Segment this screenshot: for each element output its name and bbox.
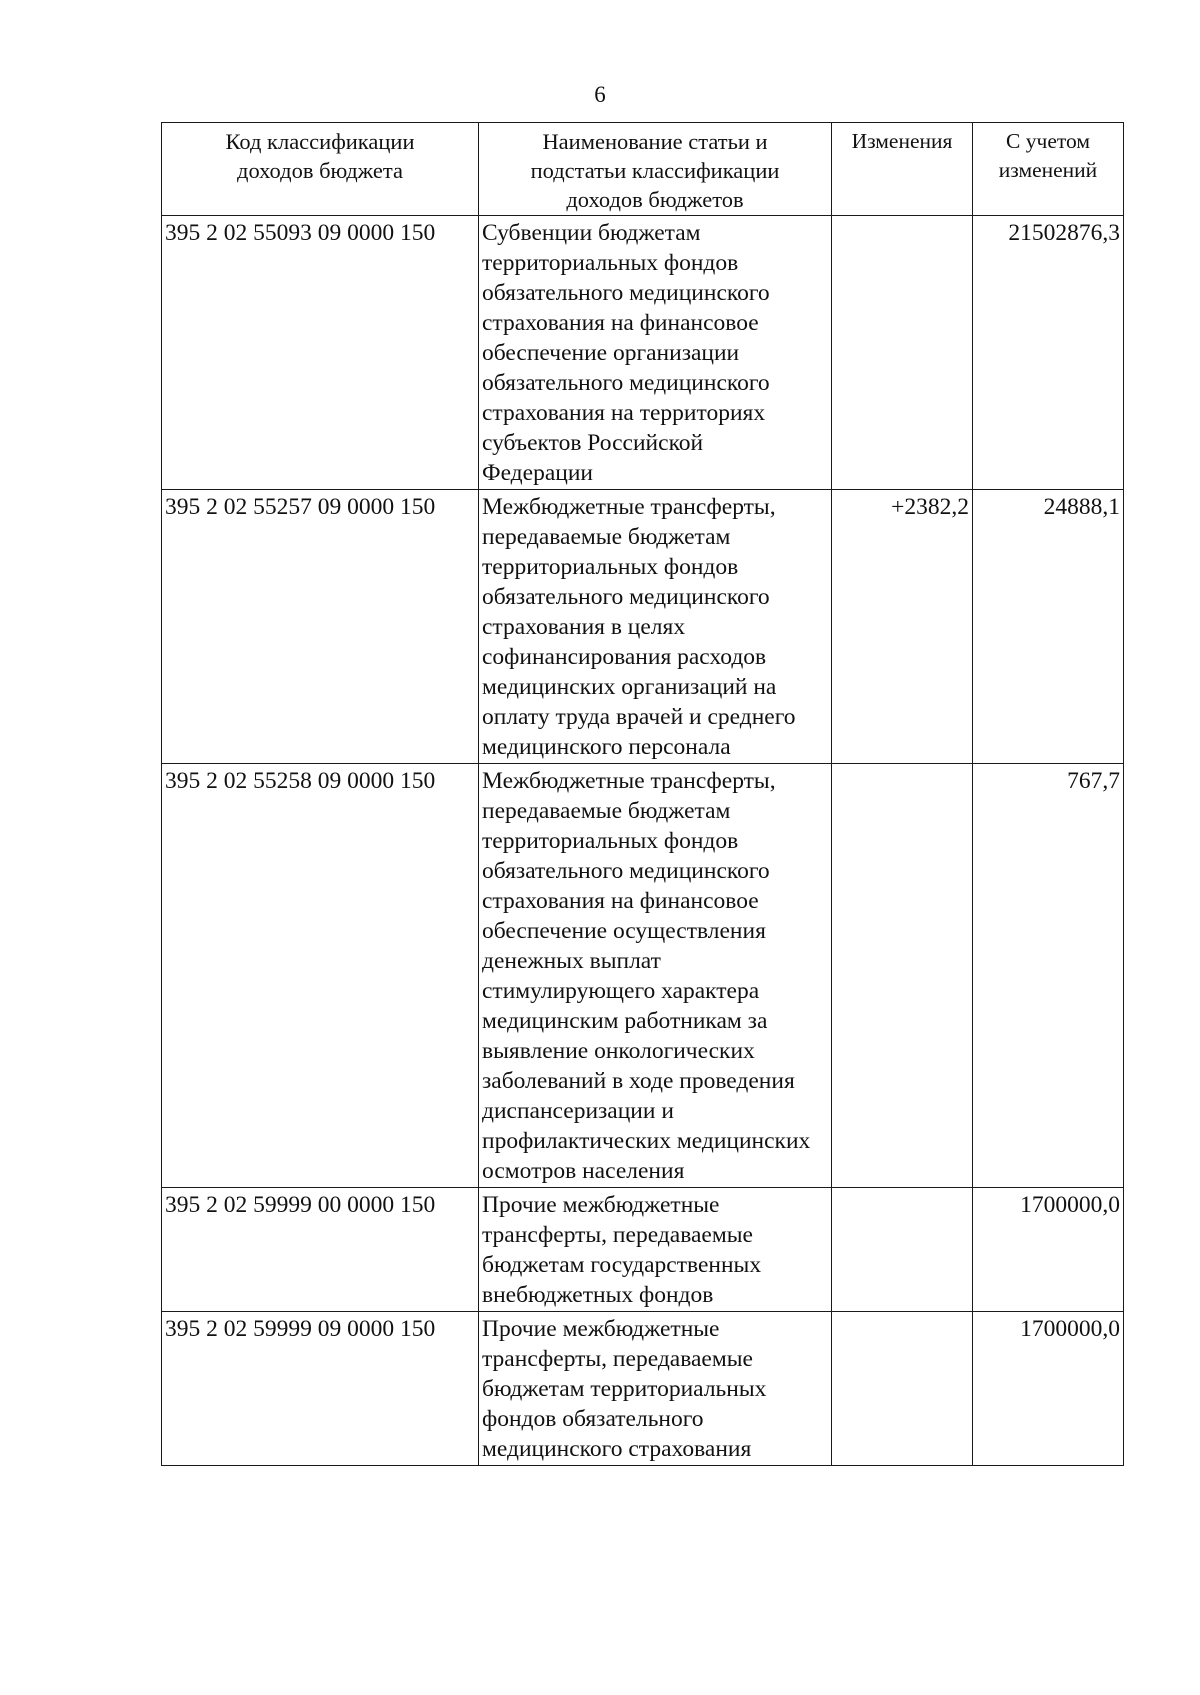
row-code: 395 2 02 59999 00 0000 150	[162, 1188, 479, 1312]
row-total: 1700000,0	[973, 1312, 1124, 1466]
budget-revenue-table	[161, 122, 1124, 1466]
row-name: Прочие межбюджетные трансферты, передаваемые бюджетам территориальных фондов обязательного медицинского страхования	[479, 1312, 832, 1466]
header-code: Код классификации доходов бюджета	[162, 123, 479, 216]
table-row	[162, 1188, 1124, 1312]
row-total: 21502876,3	[973, 216, 1124, 490]
row-change	[832, 764, 973, 1188]
row-change	[832, 1312, 973, 1466]
table-row	[162, 764, 1124, 1188]
table-row	[162, 216, 1124, 490]
row-total: 24888,1	[973, 490, 1124, 764]
table-row	[162, 490, 1124, 764]
header-name: Наименование статьи и подстатьи классификации доходов бюджетов	[479, 123, 832, 216]
row-code: 395 2 02 59999 09 0000 150	[162, 1312, 479, 1466]
row-total: 1700000,0	[973, 1188, 1124, 1312]
table-row	[162, 1312, 1124, 1466]
row-code: 395 2 02 55093 09 0000 150	[162, 216, 479, 490]
row-code: 395 2 02 55258 09 0000 150	[162, 764, 479, 1188]
row-name: Межбюджетные трансферты, передаваемые бюджетам территориальных фондов обязательного медицинского страхования в целях софинансирования расходов медицинских организаций на оплату труда врачей и среднего медицинского персонала	[479, 490, 832, 764]
header-change: Изменения	[832, 123, 973, 216]
row-name: Прочие межбюджетные трансферты, передаваемые бюджетам государственных внебюджетных фондов	[479, 1188, 832, 1312]
row-change: +2382,2	[832, 490, 973, 764]
row-total: 767,7	[973, 764, 1124, 1188]
row-change	[832, 216, 973, 490]
row-change	[832, 1188, 973, 1312]
table-header-row	[162, 123, 1124, 216]
page-number: 6	[594, 82, 606, 107]
row-name: Субвенции бюджетам территориальных фондов обязательного медицинского страхования на финансовое обеспечение организации обязательного медицинского страхования на территориях субъектов Российской Федерации	[479, 216, 832, 490]
row-name: Межбюджетные трансферты, передаваемые бюджетам территориальных фондов обязательного медицинского страхования на финансовое обеспечение осуществления денежных выплат стимулирующего характера медицинским работникам за выявление онкологических заболеваний в ходе проведения диспансеризации и профилактических медицинских осмотров населения	[479, 764, 832, 1188]
row-code: 395 2 02 55257 09 0000 150	[162, 490, 479, 764]
header-total: С учетом изменений	[973, 123, 1124, 216]
